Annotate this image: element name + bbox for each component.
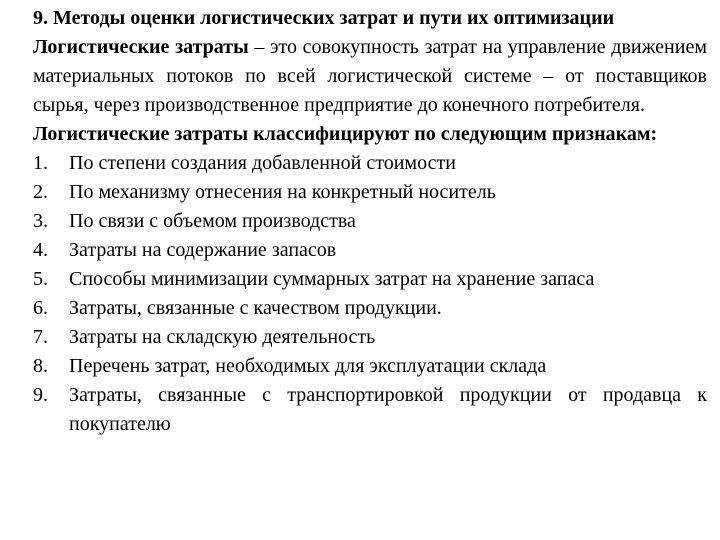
list-item-number: 8. bbox=[33, 355, 48, 377]
list-item-text: По механизму отнесения на конкретный носитель bbox=[69, 181, 496, 203]
list-item-text: Затраты, связанные с качеством продукции. bbox=[69, 297, 442, 319]
list-item bbox=[33, 236, 707, 265]
list-item bbox=[33, 149, 707, 178]
list-item bbox=[33, 323, 707, 352]
list-item bbox=[33, 265, 707, 294]
list-item bbox=[33, 294, 707, 323]
list-item-number: 7. bbox=[33, 326, 48, 348]
classification-intro: Логистические затраты классифицируют по следующим признакам: bbox=[33, 123, 658, 145]
list-item bbox=[33, 178, 707, 207]
criteria-list bbox=[33, 149, 707, 439]
list-item-number: 2. bbox=[33, 181, 48, 203]
slide-title: 9. Методы оценки логистических затрат и пути их оптимизации bbox=[33, 7, 615, 29]
definition-paragraph bbox=[33, 33, 707, 120]
list-item bbox=[33, 207, 707, 236]
list-item-number: 4. bbox=[33, 239, 48, 261]
list-item-text: Способы минимизации суммарных затрат на хранение запаса bbox=[69, 268, 595, 290]
list-item-text: Затраты, связанные с транспортировкой продукции от продавца к покупателю bbox=[69, 384, 707, 435]
definition-term: Логистические затраты bbox=[33, 36, 249, 58]
slide-content bbox=[33, 4, 707, 439]
list-item bbox=[33, 352, 707, 381]
list-item-number: 3. bbox=[33, 210, 48, 232]
list-item bbox=[33, 381, 707, 439]
list-item-number: 9. bbox=[33, 384, 48, 406]
list-item-number: 6. bbox=[33, 297, 48, 319]
list-item-number: 5. bbox=[33, 268, 48, 290]
definition-text: – это совокупность затрат на управление движением материальных потоков по всей логистической системе – от поставщиков сырья, через производственное предприятие до конечного потребителя. bbox=[33, 36, 707, 116]
list-item-text: По связи с объемом производства bbox=[69, 210, 356, 232]
list-item-text: Затраты на складскую деятельность bbox=[69, 326, 376, 348]
list-item-number: 1. bbox=[33, 152, 48, 174]
list-item-text: Затраты на содержание запасов bbox=[69, 239, 337, 261]
list-item-text: Перечень затрат, необходимых для эксплуатации склада bbox=[69, 355, 547, 377]
list-item-text: По степени создания добавленной стоимости bbox=[69, 152, 456, 174]
